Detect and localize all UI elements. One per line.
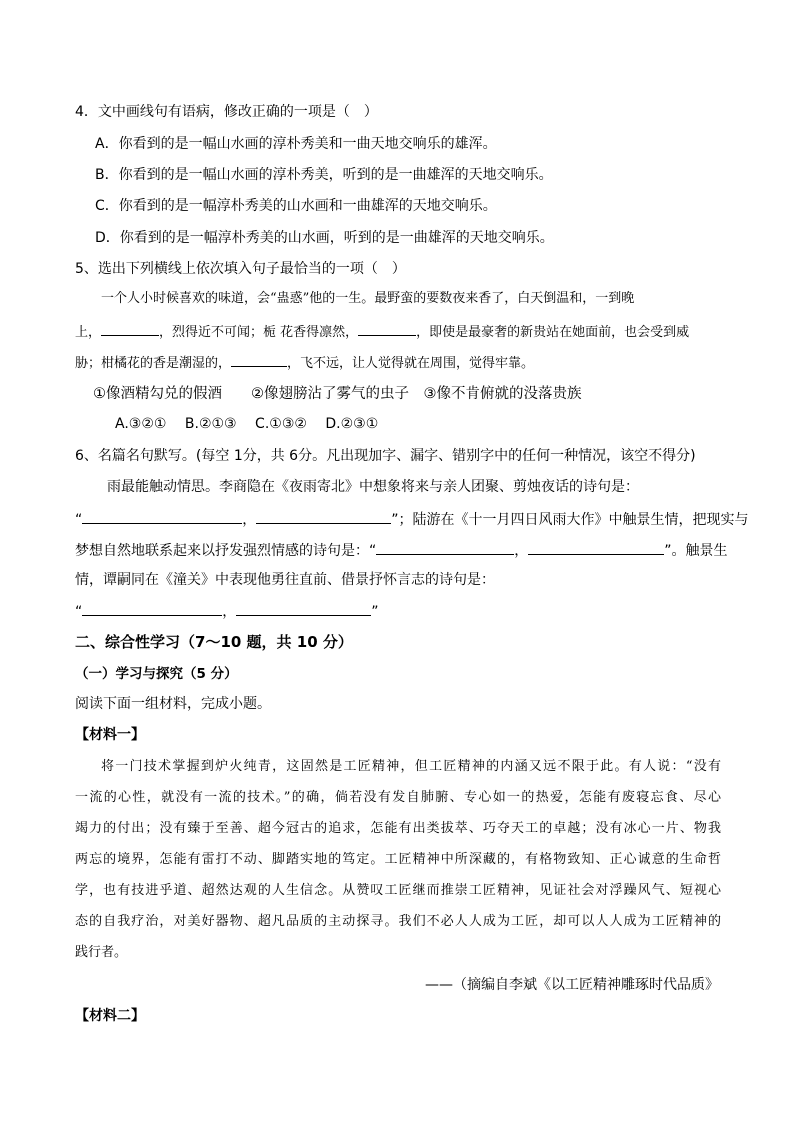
comma: ，	[514, 543, 529, 559]
material-1-label: 【材料一】	[75, 727, 145, 743]
q5-answers: A.③②① B.②①③ C.①③② D.②③①	[115, 416, 379, 432]
fill-blank[interactable]	[82, 601, 222, 616]
material-1-line: 竭力的付出；没有臻于至善、超今冠古的追求，怎能有出类拔萃、巧夺天工的卓越；没有冰心一片、物我	[75, 821, 721, 836]
material-1-line: 将一门技术掌握到炉火纯青，这固然是工匠精神，但工匠精神的内涵又远不限于此。有人说：“没有	[101, 759, 721, 774]
fill-blank[interactable]	[528, 540, 664, 555]
q4-option-c: C．你看到的是一幅淳朴秀美的山水画和一曲雄浑的天地交响乐。	[95, 198, 497, 214]
q6-line5	[75, 601, 379, 622]
subsection-heading: （一）学习与探究（5 分）	[75, 666, 238, 682]
passage-text: ，飞不远，让人觉得就在周围，觉得牢靠。	[287, 356, 535, 371]
q4-option-a: A．你看到的是一幅山水画的淳朴秀美和一曲天地交响乐的雄浑。	[95, 136, 497, 152]
reading-intro: 阅读下面一组材料，完成小题。	[75, 696, 271, 712]
fill-blank[interactable]	[82, 509, 242, 524]
fill-blank[interactable]	[256, 509, 391, 524]
q6-line4: 情，谭嗣同在《潼关》中表现他勇往直前、借景抒怀言志的诗句是：	[75, 572, 495, 588]
line-text: 梦想自然地联系起来以抒发强烈情感的诗句是：“	[75, 543, 377, 559]
fill-blank[interactable]	[236, 601, 371, 616]
material-1-line: 一流的心性，就没有一流的技术。”的确，倘若没有发自肺腑、专心如一的热爱，怎能有废寝忘食、尽心	[75, 790, 721, 805]
section-heading: 二、综合性学习（7～10 题，共 10 分）	[75, 633, 353, 651]
fill-blank[interactable]	[101, 321, 159, 336]
comma: ，	[242, 512, 257, 528]
material-2-label: 【材料二】	[75, 1008, 145, 1024]
q6-line3	[75, 540, 728, 561]
material-1-source: ——（摘编自李斌《以工匠精神雕琢时代品质》	[425, 977, 719, 993]
quote-mark: “	[75, 512, 83, 528]
fill-blank[interactable]	[376, 540, 514, 555]
line-text: ”。触景生	[664, 543, 728, 559]
q6-line2	[75, 509, 749, 530]
passage-text: 胁；柑橘花的香是潮湿的，	[75, 356, 232, 371]
comma: ，	[222, 604, 237, 620]
passage-text: ，即使是最豪奢的新贵站在她面前，也会受到威	[416, 325, 690, 340]
quote-mark: “	[75, 604, 83, 620]
material-1-line-last: 践行者。	[75, 945, 128, 960]
quote-mark: ”	[371, 604, 379, 620]
q5-passage-line1: 一个人小时候喜欢的味道，会“蛊惑”他的一生。最野蛮的要数夜来香了，白天倒温和，一到晚	[101, 291, 635, 306]
line-text: ”；陆游在《十一月四日风雨大作》中触景生情，把现实与	[391, 512, 749, 528]
material-1-line: 学，也有技进乎道、超然达观的人生信念。从赞叹工匠继而推崇工匠精神，见证社会对浮躁风气、短视心	[75, 883, 721, 898]
q6-stem: 6、名篇名句默写。(每空 1分，共 6分。凡出现加字、漏字、错别字中的任何一种情况，该空不得分)	[75, 448, 696, 464]
q5-passage-line2	[75, 321, 689, 343]
q6-line1: 雨最能触动情思。李商隐在《夜雨寄北》中想象将来与亲人团聚、剪烛夜话的诗句是：	[107, 479, 639, 495]
fill-blank[interactable]	[231, 352, 287, 367]
fill-blank[interactable]	[358, 321, 416, 336]
q4-option-d: D．你看到的是一幅淳朴秀美的山水画，听到的是一曲雄浑的天地交响乐。	[95, 230, 554, 246]
q4-option-b: B．你看到的是一幅山水画的淳朴秀美，听到的是一曲雄浑的天地交响乐。	[95, 167, 553, 183]
passage-text: ，烈得近不可闻；栀 花香得凛然，	[159, 325, 359, 340]
material-1-line: 两忘的境界，怎能有雷打不动、脚踏实地的笃定。工匠精神中所深藏的，有格物致知、正心诚意的生命哲	[75, 852, 721, 867]
q5-passage-line3	[75, 352, 534, 374]
q5-stem: 5、选出下列横线上依次填入句子最恰当的一项（ ）	[75, 261, 406, 277]
q4-stem: 4．文中画线句有语病，修改正确的一项是（ ）	[75, 104, 378, 120]
q5-choices: ①像酒精勾兑的假酒 ②像翅膀沾了雾气的虫子 ③像不肯俯就的没落贵族	[93, 386, 582, 402]
material-1-line: 态的自我疗治，对美好器物、超凡品质的主动探寻。我们不必人人成为工匠，却可以人人成为工匠精神的	[75, 914, 721, 929]
passage-text: 上，	[75, 325, 102, 340]
